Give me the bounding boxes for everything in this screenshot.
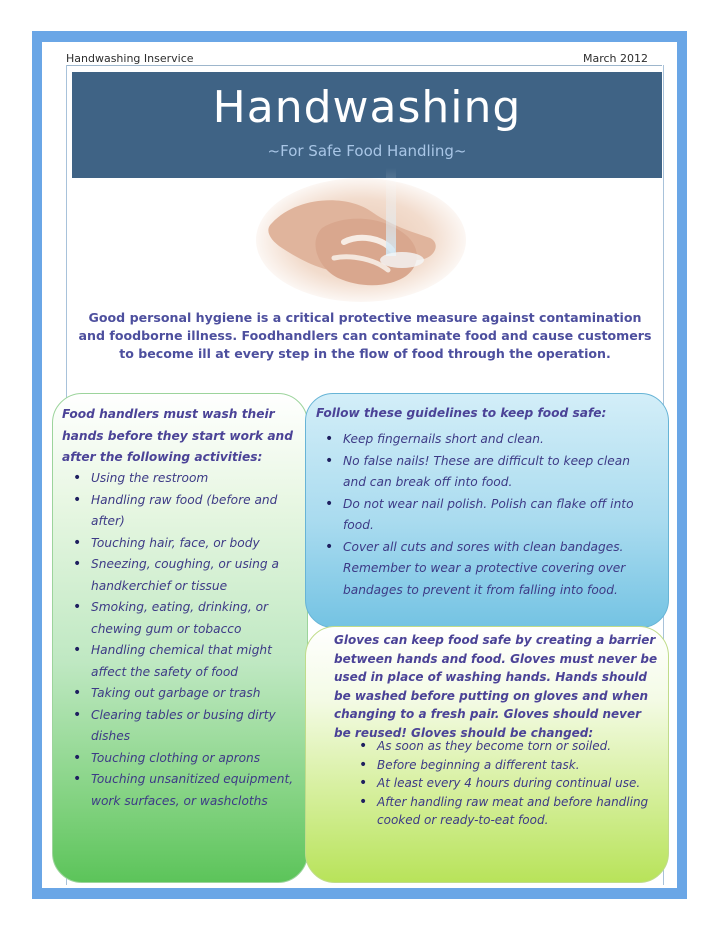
list-item: • Keep fingernails short and clean. — [316, 429, 656, 451]
list-item: • Smoking, eating, drinking, or chewing gum or tobacco — [64, 597, 294, 640]
list-item: • Using the restroom — [64, 468, 294, 490]
list-item: • Do not wear nail polish. Polish can flake off into food. — [316, 494, 656, 537]
list-item: • Cover all cuts and sores with clean bandages. Remember to wear a protective covering over bandages to prevent it from falling into food. — [316, 537, 656, 602]
page-subtitle: ~For Safe Food Handling~ — [267, 142, 467, 160]
gloves-heading: Gloves can keep food safe by creating a barrier between hands and food. Gloves must never be used in place of washing hands. Hands should be washed before putting on gloves and when changing to a fresh pair. Gloves should never be reused! Gloves should be changed: — [334, 633, 658, 740]
list-item: • At least every 4 hours during continual use. — [350, 774, 650, 793]
list-item: • After handling raw meat and before handling cooked or ready-to-eat food. — [350, 793, 650, 830]
page-title: Handwashing — [212, 82, 522, 133]
list-item: • Touching hair, face, or body — [64, 533, 294, 555]
gloves-list — [350, 737, 650, 830]
guidelines-heading: Follow these guidelines to keep food safe: — [316, 406, 607, 420]
list-item: • No false nails! These are difficult to keep clean and can break off into food. — [316, 451, 656, 494]
guidelines-list — [316, 429, 656, 601]
activities-heading: Food handlers must wash their hands before they start work and after the following activities: — [62, 407, 293, 464]
list-item: • Handling raw food (before and after) — [64, 490, 294, 533]
title-banner — [72, 72, 662, 178]
intro-paragraph: Good personal hygiene is a critical protective measure against contamination and foodborne illness. Foodhandlers can contaminate food and cause customers to become ill at every step in the flow of food through the operation. — [78, 310, 652, 361]
list-item: • Sneezing, coughing, or using a handkerchief or tissue — [64, 554, 294, 597]
list-item: • Handling chemical that might affect the safety of food — [64, 640, 294, 683]
list-item: • Touching clothing or aprons — [64, 748, 294, 770]
handwashing-photo — [252, 168, 470, 306]
list-item: • Clearing tables or busing dirty dishes — [64, 705, 294, 748]
list-item: • As soon as they become torn or soiled. — [350, 737, 650, 756]
list-item: • Taking out garbage or trash — [64, 683, 294, 705]
list-item: • Before beginning a different task. — [350, 756, 650, 775]
header-date: March 2012 — [582, 52, 648, 65]
header-label: Handwashing Inservice — [66, 52, 194, 65]
list-item: • Touching unsanitized equipment, work surfaces, or washcloths — [64, 769, 294, 812]
activities-list — [64, 468, 294, 812]
